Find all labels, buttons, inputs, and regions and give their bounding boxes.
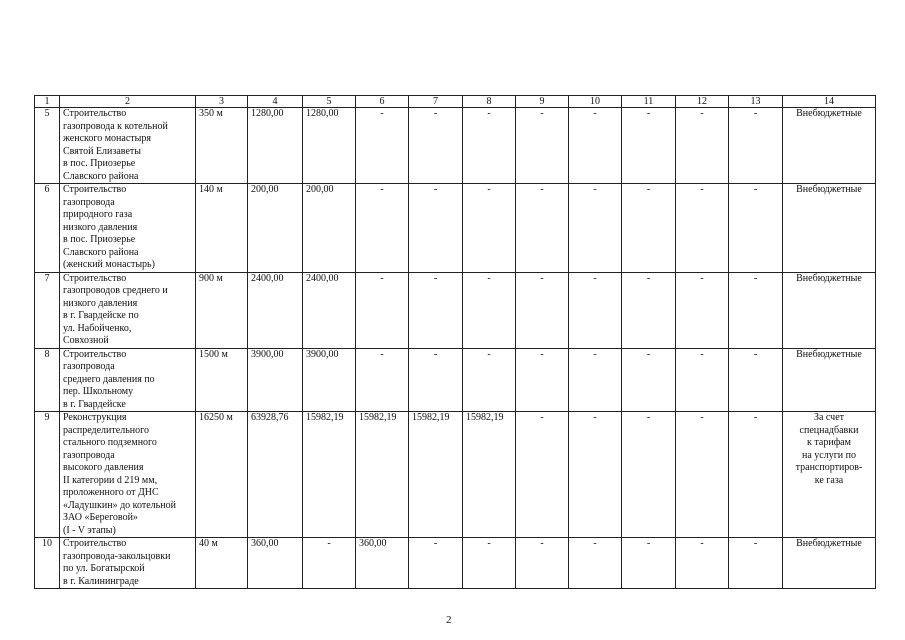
row-number: 6 — [35, 184, 60, 273]
funding-source — [783, 184, 876, 273]
year-value-col-5: 3900,00 — [303, 348, 356, 412]
year-value-col-6: - — [356, 108, 409, 184]
year-value-col-7: - — [409, 538, 463, 589]
object-name-line: распределительного — [63, 424, 149, 436]
total-cost: 63928,76 — [248, 412, 303, 538]
year-value-col-7: - — [409, 348, 463, 412]
object-name-line: Строительство — [63, 348, 127, 360]
object-name-line: газопровода — [63, 449, 115, 461]
year-value-col-13: - — [729, 412, 783, 538]
year-value-col-7: - — [409, 184, 463, 273]
object-name-line: ул. Набойченко, — [63, 322, 132, 334]
funding-source — [783, 272, 876, 348]
object-name — [60, 184, 196, 273]
year-value-col-12: - — [676, 108, 729, 184]
year-value-col-7: 15982,19 — [409, 412, 463, 538]
funding-source-line: Внебюджетные — [796, 108, 862, 119]
column-header-7: 7 — [409, 96, 463, 108]
year-value-col-8: - — [463, 184, 516, 273]
total-cost: 1280,00 — [248, 108, 303, 184]
investment-program-table — [34, 95, 876, 589]
object-name-line: II категории d 219 мм, — [63, 474, 158, 486]
object-name-line: в пос. Приозерье — [63, 158, 136, 169]
column-header-9: 9 — [516, 96, 569, 108]
pipeline-length: 16250 м — [196, 412, 248, 538]
year-value-col-11: - — [622, 108, 676, 184]
object-name-line: газопровода — [63, 361, 115, 372]
year-value-col-8: - — [463, 272, 516, 348]
object-name-line: газопровода к котельной — [63, 120, 168, 132]
pipeline-length: 1500 м — [196, 348, 248, 412]
object-name-line: «Ладушкин» до котельной — [63, 499, 176, 511]
year-value-col-13: - — [729, 108, 783, 184]
object-name-line: (I - V этапы) — [63, 524, 116, 536]
year-value-col-5: 1280,00 — [303, 108, 356, 184]
funding-source — [783, 538, 876, 589]
object-name-line: ЗАО «Береговой» — [63, 512, 138, 523]
year-value-col-9: - — [516, 272, 569, 348]
pipeline-length: 900 м — [196, 272, 248, 348]
object-name-line: в г. Гвардейске по — [63, 310, 139, 321]
year-value-col-7: - — [409, 108, 463, 184]
object-name-line: в пос. Приозерье — [63, 234, 136, 245]
column-header-8: 8 — [463, 96, 516, 108]
object-name-line: Строительство — [63, 108, 127, 119]
year-value-col-11: - — [622, 538, 676, 589]
funding-source-line: спецнадбавки — [799, 424, 859, 436]
row-number: 7 — [35, 272, 60, 348]
table-row — [35, 272, 876, 348]
object-name-line: проложенного от ДНС — [63, 487, 159, 498]
object-name-line: (женский монастырь) — [63, 259, 155, 270]
object-name-line: природного газа — [63, 209, 133, 220]
year-value-col-13: - — [729, 348, 783, 412]
table-row — [35, 184, 876, 273]
year-value-col-5: 15982,19 — [303, 412, 356, 538]
funding-source-line: на услуги по — [801, 449, 857, 461]
object-name — [60, 348, 196, 412]
object-name-line: низкого давления — [63, 297, 138, 309]
table-body — [35, 96, 876, 589]
column-header-10: 10 — [569, 96, 622, 108]
page-number: 2 — [446, 614, 452, 626]
funding-source-line: к тарифам — [807, 437, 851, 448]
year-value-col-10: - — [569, 538, 622, 589]
year-value-col-5: - — [303, 538, 356, 589]
year-value-col-11: - — [622, 272, 676, 348]
year-value-col-9: - — [516, 412, 569, 538]
year-value-col-12: - — [676, 538, 729, 589]
year-value-col-10: - — [569, 348, 622, 412]
object-name-line: в г. Калининграде — [63, 575, 139, 587]
year-value-col-11: - — [622, 184, 676, 273]
year-value-col-13: - — [729, 184, 783, 273]
pipeline-length: 140 м — [196, 184, 248, 273]
year-value-col-9: - — [516, 538, 569, 589]
year-value-col-12: - — [676, 184, 729, 273]
year-value-col-9: - — [516, 108, 569, 184]
row-number: 8 — [35, 348, 60, 412]
column-header-2: 2 — [60, 96, 196, 108]
column-header-13: 13 — [729, 96, 783, 108]
total-cost: 3900,00 — [248, 348, 303, 412]
funding-source-line: Внебюджетные — [796, 348, 862, 360]
object-name-line: низкого давления — [63, 221, 138, 233]
table-row — [35, 108, 876, 184]
table-row — [35, 538, 876, 589]
object-name-line: Славского района — [63, 246, 139, 258]
column-header-14: 14 — [783, 96, 876, 108]
object-name — [60, 272, 196, 348]
year-value-col-5: 200,00 — [303, 184, 356, 273]
year-value-col-10: - — [569, 184, 622, 273]
column-header-1: 1 — [35, 96, 60, 108]
year-value-col-6: 15982,19 — [356, 412, 409, 538]
year-value-col-5: 2400,00 — [303, 272, 356, 348]
object-name-line: Строительство — [63, 538, 127, 549]
object-name-line: Совхозной — [63, 335, 109, 346]
year-value-col-12: - — [676, 348, 729, 412]
object-name-line: Реконструкция — [63, 412, 127, 423]
table-row — [35, 412, 876, 538]
funding-source-line: За счет — [813, 412, 845, 423]
object-name — [60, 412, 196, 538]
object-name — [60, 108, 196, 184]
object-name-line: газопровода-закольцовки — [63, 550, 171, 562]
year-value-col-8: - — [463, 538, 516, 589]
object-name — [60, 538, 196, 589]
year-value-col-6: - — [356, 348, 409, 412]
year-value-col-13: - — [729, 538, 783, 589]
column-header-5: 5 — [303, 96, 356, 108]
year-value-col-6: - — [356, 184, 409, 273]
column-header-3: 3 — [196, 96, 248, 108]
year-value-col-12: - — [676, 412, 729, 538]
column-number-header-row — [35, 96, 876, 108]
funding-source — [783, 412, 876, 538]
column-header-4: 4 — [248, 96, 303, 108]
funding-source-line: транспортиров- — [795, 462, 863, 473]
object-name-line: по ул. Богатырской — [63, 563, 145, 574]
year-value-col-13: - — [729, 272, 783, 348]
column-header-6: 6 — [356, 96, 409, 108]
row-number: 9 — [35, 412, 60, 538]
funding-source — [783, 108, 876, 184]
object-name-line: Славского района — [63, 170, 139, 182]
object-name-line: высокого давления — [63, 462, 144, 473]
column-header-11: 11 — [622, 96, 676, 108]
row-number: 10 — [35, 538, 60, 589]
funding-source — [783, 348, 876, 412]
year-value-col-8: - — [463, 108, 516, 184]
pipeline-length: 40 м — [196, 538, 248, 589]
year-value-col-10: - — [569, 108, 622, 184]
year-value-col-10: - — [569, 272, 622, 348]
funding-source-line: Внебюджетные — [796, 538, 862, 549]
total-cost: 200,00 — [248, 184, 303, 273]
object-name-line: пер. Школьному — [63, 386, 134, 397]
object-name-line: газопроводов среднего и — [63, 285, 168, 296]
object-name-line: Святой Елизаветы — [63, 145, 141, 157]
year-value-col-6: - — [356, 272, 409, 348]
total-cost: 2400,00 — [248, 272, 303, 348]
object-name-line: женского монастыря — [63, 133, 151, 144]
funding-source-line: ке газа — [814, 474, 844, 486]
year-value-col-10: - — [569, 412, 622, 538]
object-name-line: в г. Гвардейске — [63, 398, 126, 410]
funding-source-line: Внебюджетные — [796, 184, 862, 195]
object-name-line: газопровода — [63, 196, 115, 208]
year-value-col-7: - — [409, 272, 463, 348]
funding-source-line: Внебюджетные — [796, 272, 862, 284]
year-value-col-8: - — [463, 348, 516, 412]
object-name-line: стального подземного — [63, 437, 157, 448]
object-name-line: Строительство — [63, 272, 127, 284]
year-value-col-11: - — [622, 412, 676, 538]
year-value-col-8: 15982,19 — [463, 412, 516, 538]
table-row — [35, 348, 876, 412]
year-value-col-11: - — [622, 348, 676, 412]
year-value-col-9: - — [516, 348, 569, 412]
row-number: 5 — [35, 108, 60, 184]
year-value-col-9: - — [516, 184, 569, 273]
total-cost: 360,00 — [248, 538, 303, 589]
year-value-col-6: 360,00 — [356, 538, 409, 589]
year-value-col-12: - — [676, 272, 729, 348]
object-name-line: Строительство — [63, 184, 127, 195]
column-header-12: 12 — [676, 96, 729, 108]
pipeline-length: 350 м — [196, 108, 248, 184]
object-name-line: среднего давления по — [63, 373, 155, 385]
